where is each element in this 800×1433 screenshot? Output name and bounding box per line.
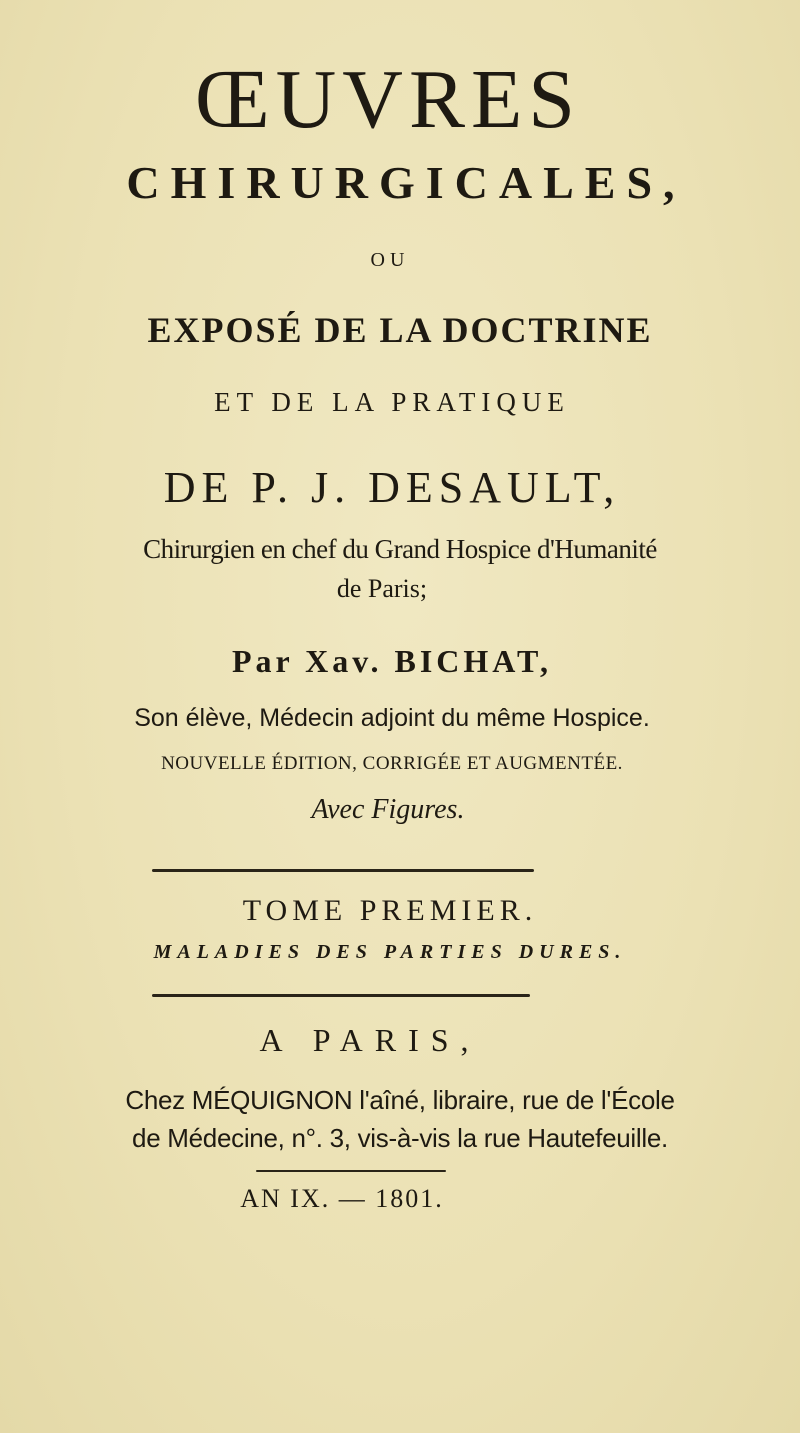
author-role-city: de Paris; bbox=[336, 574, 428, 603]
divider-rule bbox=[256, 1170, 446, 1172]
subtitle: CHIRURGICALES, bbox=[126, 157, 686, 208]
volume-subject: MALADIES DES PARTIES DURES. bbox=[153, 941, 627, 963]
main-title: ŒUVRES bbox=[194, 53, 582, 146]
publisher-line-1: Chez MÉQUIGNON l'aîné, libraire, rue de l'École bbox=[125, 1085, 675, 1115]
editor-name: Par Xav. BICHAT, bbox=[231, 643, 552, 679]
editor-role: Son élève, Médecin adjoint du même Hospice. bbox=[134, 704, 650, 732]
edition-line: NOUVELLE ÉDITION, CORRIGÉE ET AUGMENTÉE. bbox=[161, 753, 623, 774]
divider-rule bbox=[152, 994, 530, 997]
divider-rule bbox=[152, 869, 534, 872]
publisher-line-2: de Médecine, n°. 3, vis-à-vis la rue Hautefeuille. bbox=[132, 1123, 668, 1153]
author-name: DE P. J. DESAULT, bbox=[163, 463, 621, 512]
author-role: Chirurgien en chef du Grand Hospice d'Humanité bbox=[143, 534, 657, 564]
conjunction: OU bbox=[370, 249, 410, 271]
place: A PARIS, bbox=[259, 1022, 481, 1058]
expose-line: EXPOSÉ DE LA DOCTRINE bbox=[147, 310, 653, 350]
volume-title: TOME PREMIER. bbox=[242, 894, 538, 927]
figures-line: Avec Figures. bbox=[311, 794, 465, 825]
publication-date: AN IX. — 1801. bbox=[240, 1184, 444, 1213]
pratique-line: ET DE LA PRATIQUE bbox=[214, 387, 570, 417]
